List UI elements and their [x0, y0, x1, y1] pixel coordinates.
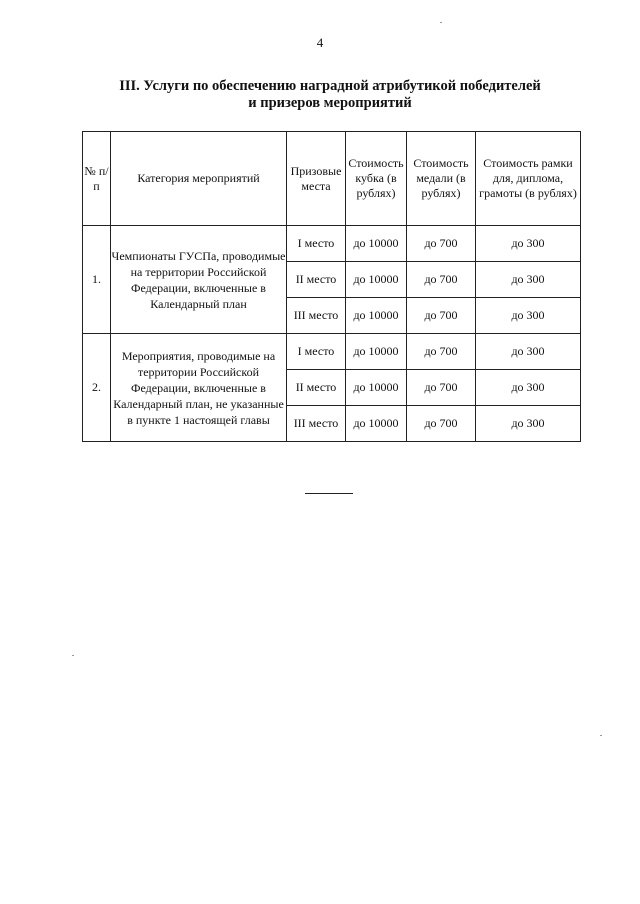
event-category: Мероприятия, проводимые на территории Российской Федерации, включенные в Календарный план, не указанные в пункте 1 настоящей главы [111, 334, 287, 442]
prize-place: II место [287, 262, 346, 298]
table-row [83, 334, 581, 370]
row-number: 2. [83, 334, 111, 442]
header-num: № п/п [83, 132, 111, 226]
table-header-row [83, 132, 581, 226]
row-number: 1. [83, 226, 111, 334]
frame-cost: до 300 [476, 226, 581, 262]
page-number: 4 [316, 35, 324, 50]
prize-place: III место [287, 298, 346, 334]
awards-cost-table [82, 131, 581, 442]
medal-cost: до 700 [407, 262, 476, 298]
scan-speck [72, 655, 74, 656]
medal-cost: до 700 [407, 370, 476, 406]
header-frame-cost: Стоимость рамки для, диплома, грамоты (в рублях) [476, 132, 581, 226]
prize-place: I место [287, 334, 346, 370]
frame-cost: до 300 [476, 370, 581, 406]
title-line-2: и призеров мероприятий [248, 95, 412, 111]
frame-cost: до 300 [476, 262, 581, 298]
frame-cost: до 300 [476, 298, 581, 334]
cup-cost: до 10000 [346, 226, 407, 262]
medal-cost: до 700 [407, 406, 476, 442]
medal-cost: до 700 [407, 226, 476, 262]
title-line-1: III. Услуги по обеспечению наградной атрибутикой победителей [119, 78, 541, 94]
cup-cost: до 10000 [346, 298, 407, 334]
prize-place: III место [287, 406, 346, 442]
cup-cost: до 10000 [346, 262, 407, 298]
prize-place: I место [287, 226, 346, 262]
end-separator-line [305, 493, 353, 494]
medal-cost: до 700 [407, 298, 476, 334]
cup-cost: до 10000 [346, 370, 407, 406]
cup-cost: до 10000 [346, 334, 407, 370]
scan-speck [600, 735, 602, 736]
scan-speck [440, 22, 442, 23]
prize-place: II место [287, 370, 346, 406]
header-place: Призовые места [287, 132, 346, 226]
event-category: Чемпионаты ГУСПа, проводимые на территории Российской Федерации, включенные в Календарный план [111, 226, 287, 334]
table-row [83, 226, 581, 262]
header-medal-cost: Стоимость медали (в рублях) [407, 132, 476, 226]
header-cup-cost: Стоимость кубка (в рублях) [346, 132, 407, 226]
section-title [60, 78, 600, 112]
header-category: Категория мероприятий [111, 132, 287, 226]
cup-cost: до 10000 [346, 406, 407, 442]
frame-cost: до 300 [476, 406, 581, 442]
frame-cost: до 300 [476, 334, 581, 370]
medal-cost: до 700 [407, 334, 476, 370]
